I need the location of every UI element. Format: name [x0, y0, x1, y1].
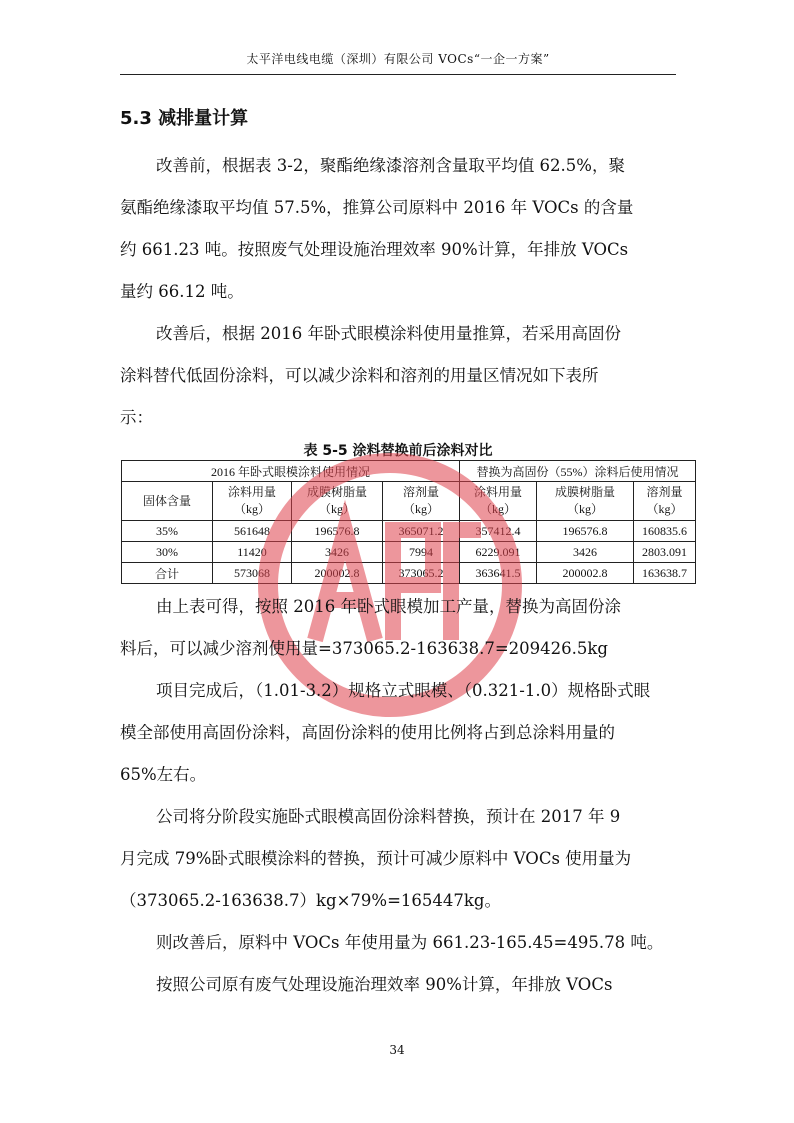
col-header — [537, 482, 634, 521]
text-line: 改善后，根据 2016 年卧式眼模涂料使用量推算，若采用高固份 — [156, 324, 621, 343]
table-cell: 3426 — [292, 542, 383, 563]
table-row-total — [122, 563, 696, 584]
col-header-label: 成膜树脂量 — [554, 485, 615, 499]
table-group-header-row — [122, 461, 696, 482]
table-row — [122, 542, 696, 563]
paragraph-project-completion — [120, 670, 676, 796]
text-line: 65%左右。 — [120, 765, 207, 784]
text-line: 量约 66.12 吨。 — [120, 282, 244, 301]
paragraph-phased-implementation — [120, 796, 676, 922]
text-line: 氨酯绝缘漆取平均值 57.5%，推算公司原料中 2016 年 VOCs 的含量 — [120, 198, 634, 217]
header-rule — [120, 74, 676, 75]
col-header-unit: （kg） — [233, 502, 270, 516]
coating-comparison-table — [121, 460, 696, 584]
paragraph-before-improvement — [120, 145, 676, 313]
table-cell: 163638.7 — [634, 563, 696, 584]
col-header-label: 涂料用量 — [227, 485, 276, 499]
col-header — [460, 482, 537, 521]
table-cell: 373065.2 — [383, 563, 460, 584]
text-line: 项目完成后，（1.01-3.2）规格立式眼模、（0.321-1.0）规格卧式眼 — [156, 681, 651, 700]
col-header-label: 涂料用量 — [473, 485, 522, 499]
table-cell: 160835.6 — [634, 521, 696, 542]
paragraph-after-improvement — [120, 313, 676, 439]
col-header-unit: （kg） — [566, 502, 603, 516]
table-cell: 11420 — [213, 542, 292, 563]
col-header — [383, 482, 460, 521]
group-header-after: 替换为高固份（55%）涂料后使用情况 — [460, 461, 696, 482]
col-header-unit: （kg） — [402, 502, 439, 516]
text-line: 公司将分阶段实施卧式眼模高固份涂料替换，预计在 2017 年 9 — [156, 807, 621, 826]
page-number: 34 — [389, 1043, 405, 1057]
col-header-unit: （kg） — [646, 502, 683, 516]
col-header-label: 成膜树脂量 — [306, 485, 367, 499]
table-cell: 35% — [122, 521, 213, 542]
text-line: 改善前，根据表 3-2，聚酯绝缘漆溶剂含量取平均值 62.5%，聚 — [156, 156, 625, 175]
table-cell: 363641.5 — [460, 563, 537, 584]
table-cell: 200002.8 — [537, 563, 634, 584]
text-line: 示： — [120, 408, 153, 427]
table-row — [122, 521, 696, 542]
table-cell: 561648 — [213, 521, 292, 542]
col-header-label: 溶剂量 — [646, 485, 683, 499]
paragraph-solvent-reduction — [120, 586, 676, 670]
running-header: 太平洋电线电缆（深圳）有限公司 VOCs“一企一方案” — [246, 52, 550, 66]
table-cell: 200002.8 — [292, 563, 383, 584]
table-cell: 6229.091 — [460, 542, 537, 563]
text-line: 由上表可得，按照 2016 年卧式眼模加工产量，替换为高固份涂 — [156, 597, 621, 616]
table-cell: 合计 — [122, 563, 213, 584]
table-cell: 3426 — [537, 542, 634, 563]
col-header — [213, 482, 292, 521]
text-line: 料后，可以减少溶剂使用量=373065.2-163638.7=209426.5kg — [120, 639, 608, 658]
text-line: 约 661.23 吨。按照废气处理设施治理效率 90%计算，年排放 VOCs — [120, 240, 629, 259]
table-cell: 365071.2 — [383, 521, 460, 542]
text-line: 模全部使用高固份涂料，高固份涂料的使用比例将占到总涂料用量的 — [120, 723, 615, 742]
text-line: 涂料替代低固份涂料，可以减少涂料和溶剂的用量区情况如下表所 — [120, 366, 599, 385]
table-cell: 30% — [122, 542, 213, 563]
col-header-solid-content: 固体含量 — [122, 482, 213, 521]
section-title: 5.3 减排量计算 — [120, 108, 249, 129]
text-line: （373065.2-163638.7）kg×79%=165447kg。 — [120, 891, 501, 910]
col-header-label: 溶剂量 — [402, 485, 439, 499]
table-caption: 表 5-5 涂料替换前后涂料对比 — [303, 443, 493, 459]
text-line: 月完成 79%卧式眼模涂料的替换，预计可减少原料中 VOCs 使用量为 — [120, 849, 632, 868]
paragraph-annual-usage — [120, 922, 676, 964]
text-line: 按照公司原有废气处理设施治理效率 90%计算，年排放 VOCs — [156, 975, 613, 994]
col-header-unit: （kg） — [318, 502, 355, 516]
table-column-header-row — [122, 482, 696, 521]
table-cell: 196576.8 — [537, 521, 634, 542]
table-cell: 357412.4 — [460, 521, 537, 542]
text-line: 则改善后，原料中 VOCs 年使用量为 661.23-165.45=495.78 吨。 — [156, 933, 664, 952]
col-header — [292, 482, 383, 521]
paragraph-annual-emission — [120, 964, 676, 1006]
col-header — [634, 482, 696, 521]
table-cell: 7994 — [383, 542, 460, 563]
group-header-before: 2016 年卧式眼模涂料使用情况 — [122, 461, 460, 482]
table-cell: 196576.8 — [292, 521, 383, 542]
table-cell: 2803.091 — [634, 542, 696, 563]
col-header-unit: （kg） — [479, 502, 516, 516]
table-cell: 573068 — [213, 563, 292, 584]
